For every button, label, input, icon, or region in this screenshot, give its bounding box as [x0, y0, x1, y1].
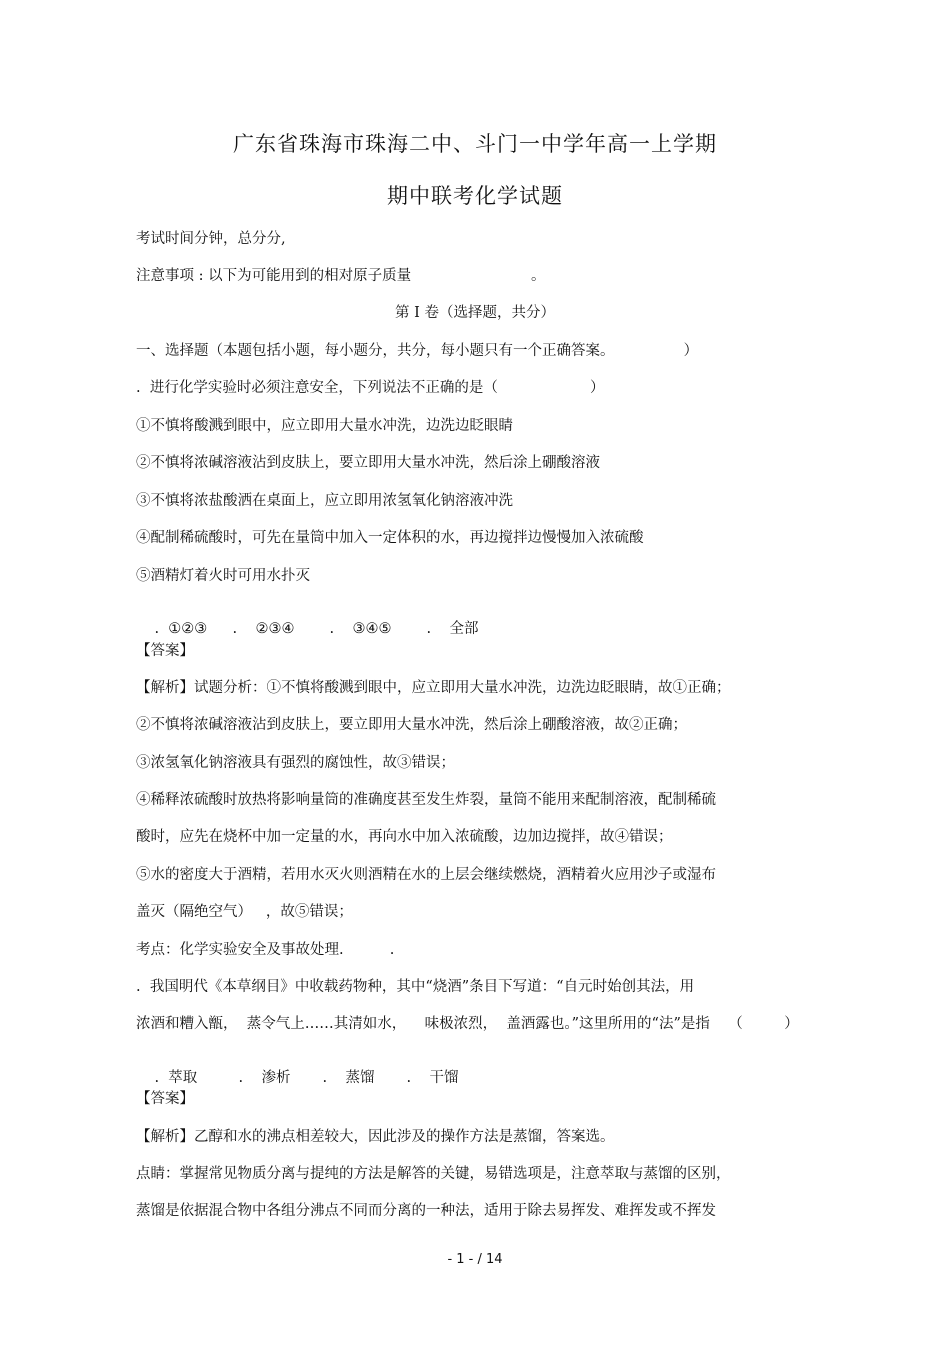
option-c: . ③④⑤ — [329, 621, 392, 637]
analysis-line: 【解析】试题分析：①不慎将酸溅到眼中，应立即用大量水冲洗，边洗边眨眼睛，故①正确； — [136, 680, 731, 696]
document-title-line1: 广东省珠海市珠海二中、斗门一中学年高一上学期 — [233, 132, 717, 156]
analysis-line: ②不慎将浓碱溶液沾到皮肤上，要立即用大量水冲洗，然后涂上硼酸溶液，故②正确； — [136, 717, 687, 733]
tip-line: 点睛：掌握常见物质分离与提纯的方法是解答的关键，易错选项是，注意萃取与蒸馏的区别， — [136, 1166, 731, 1182]
tip-line: 蒸馏是依据混合物中各组分沸点不同而分离的一种法，适用于除去易挥发、难挥发或不挥发 — [136, 1203, 716, 1219]
analysis-line: 【解析】乙醇和水的沸点相差较大，因此涉及的操作方法是蒸馏，答案选。 — [136, 1129, 615, 1145]
analysis-line: ⑤水的密度大于酒精，若用水灭火则酒精在水的上层会继续燃烧，酒精着火应用沙子或湿布 — [136, 867, 716, 883]
part-heading: 一、选择题（本题包括小题，每小题分，共分，每小题只有一个正确答案。 ） — [136, 343, 699, 359]
answer-label: 【答案】 — [136, 643, 194, 659]
analysis-line: ④稀释浓硫酸时放热将影响量筒的准确度甚至发生炸裂，量筒不能用来配制溶液，配制稀硫 — [136, 792, 716, 808]
analysis-line: 酸时，应先在烧杯中加一定量的水，再向水中加入浓硫酸，边加边搅拌，故④错误； — [136, 829, 673, 845]
section-heading: 第 I 卷（选择题，共分） — [395, 305, 555, 321]
question-1-item: ①不慎将酸溅到眼中，应立即用大量水冲洗，边洗边眨眼睛 — [136, 418, 513, 434]
option-d: . 干馏 — [406, 1070, 459, 1086]
question-2-stem: 浓酒和糟入甑， 蒸令气上……其清如水， 味极浓烈， 盖酒露也。”这里所用的“法”是指 （ ） — [136, 1016, 799, 1032]
option-b: . 渗析 — [238, 1070, 291, 1086]
exam-time-info: 考试时间分钟，总分分, — [136, 231, 286, 247]
question-1-stem: . 进行化学实验时必须注意安全，下列说法不正确的是（ ） — [136, 380, 605, 396]
question-1-item: ③不慎将浓盐酸洒在桌面上，应立即用浓氢氧化钠溶液冲洗 — [136, 493, 513, 509]
question-2-stem: . 我国明代《本草纲目》中收载药物种，其中“烧酒”条目下写道：“自元时始创其法，用 — [136, 979, 695, 995]
option-a: . 萃取 — [154, 1070, 198, 1086]
option-d: . 全部 — [426, 621, 479, 637]
page-number: - 1 - / 14 — [447, 1252, 503, 1267]
option-a: . ①②③ — [154, 621, 208, 637]
question-1-item: ④配制稀硫酸时，可先在量筒中加入一定体积的水，再边搅拌边慢慢加入浓硫酸 — [136, 530, 644, 546]
question-1-item: ②不慎将浓碱溶液沾到皮肤上，要立即用大量水冲洗，然后涂上硼酸溶液 — [136, 455, 600, 471]
option-b: . ②③④ — [232, 621, 295, 637]
answer-label: 【答案】 — [136, 1091, 194, 1107]
question-1-item: ⑤酒精灯着火时可用水扑灭 — [136, 568, 310, 584]
notice-line: 注意事项 : 以下为可能用到的相对原子质量 。 — [136, 268, 546, 284]
document-title-line2: 期中联考化学试题 — [387, 184, 563, 208]
analysis-line: 盖灭（隔绝空气） ，故⑤错误； — [136, 904, 353, 920]
knowledge-point-line: 考点：化学实验安全及事故处理. . — [136, 942, 395, 958]
analysis-line: ③浓氢氧化钠溶液具有强烈的腐蚀性，故③错误； — [136, 755, 455, 771]
option-c: . 蒸馏 — [322, 1070, 375, 1086]
